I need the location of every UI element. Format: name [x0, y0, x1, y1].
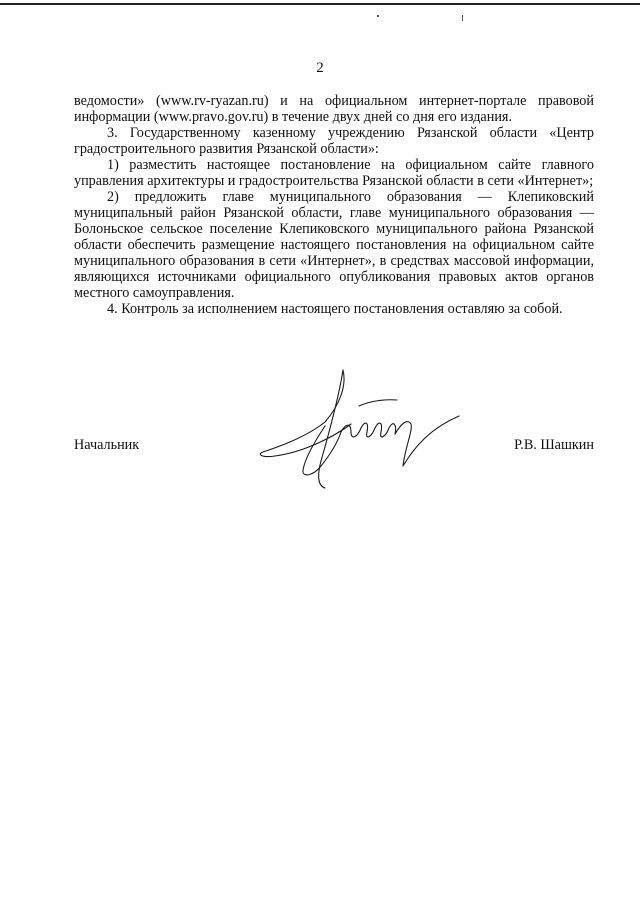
scan-speck: [377, 15, 379, 17]
paragraph-publication: ведомости» (www.rv-ryazan.ru) и на официальном интернет-портале правовой информации (www.pravo.gov.ru) в течение двух дней со дня его издания.: [74, 93, 594, 125]
document-body: [74, 93, 594, 317]
scan-speck: [462, 15, 463, 21]
signatory-name: Р.В. Шашкин: [514, 437, 594, 453]
paragraph-item-3: 3. Государственному казенному учреждению Рязанской области «Центр градостроительного развития Рязанской области»:: [74, 125, 594, 157]
paragraph-subitem-1: 1) разместить настоящее постановление на официальном сайте главного управления архитектуры и градостроительства Рязанской области в сети «Интернет»;: [74, 157, 594, 189]
page-number: 2: [316, 60, 324, 76]
handwritten-signature: [255, 366, 465, 491]
paragraph-subitem-2: 2) предложить главе муниципального образования — Клепиковский муниципальный район Рязанской области, главе муниципального образования — Болоньское сельское поселение Клепиковского муниципального района Рязанской области обеспечить размещение настоящего постановления на официальном сайте муниципального образования в сети «Интернет», в средствах массовой информации, являющихся источниками официального опубликования правовых актов органов местного самоуправления.: [74, 189, 594, 301]
scan-top-edge-line: [0, 3, 640, 5]
paragraph-item-4: 4. Контроль за исполнением настоящего постановления оставляю за собой.: [107, 301, 563, 317]
signatory-title: Начальник: [74, 437, 140, 453]
